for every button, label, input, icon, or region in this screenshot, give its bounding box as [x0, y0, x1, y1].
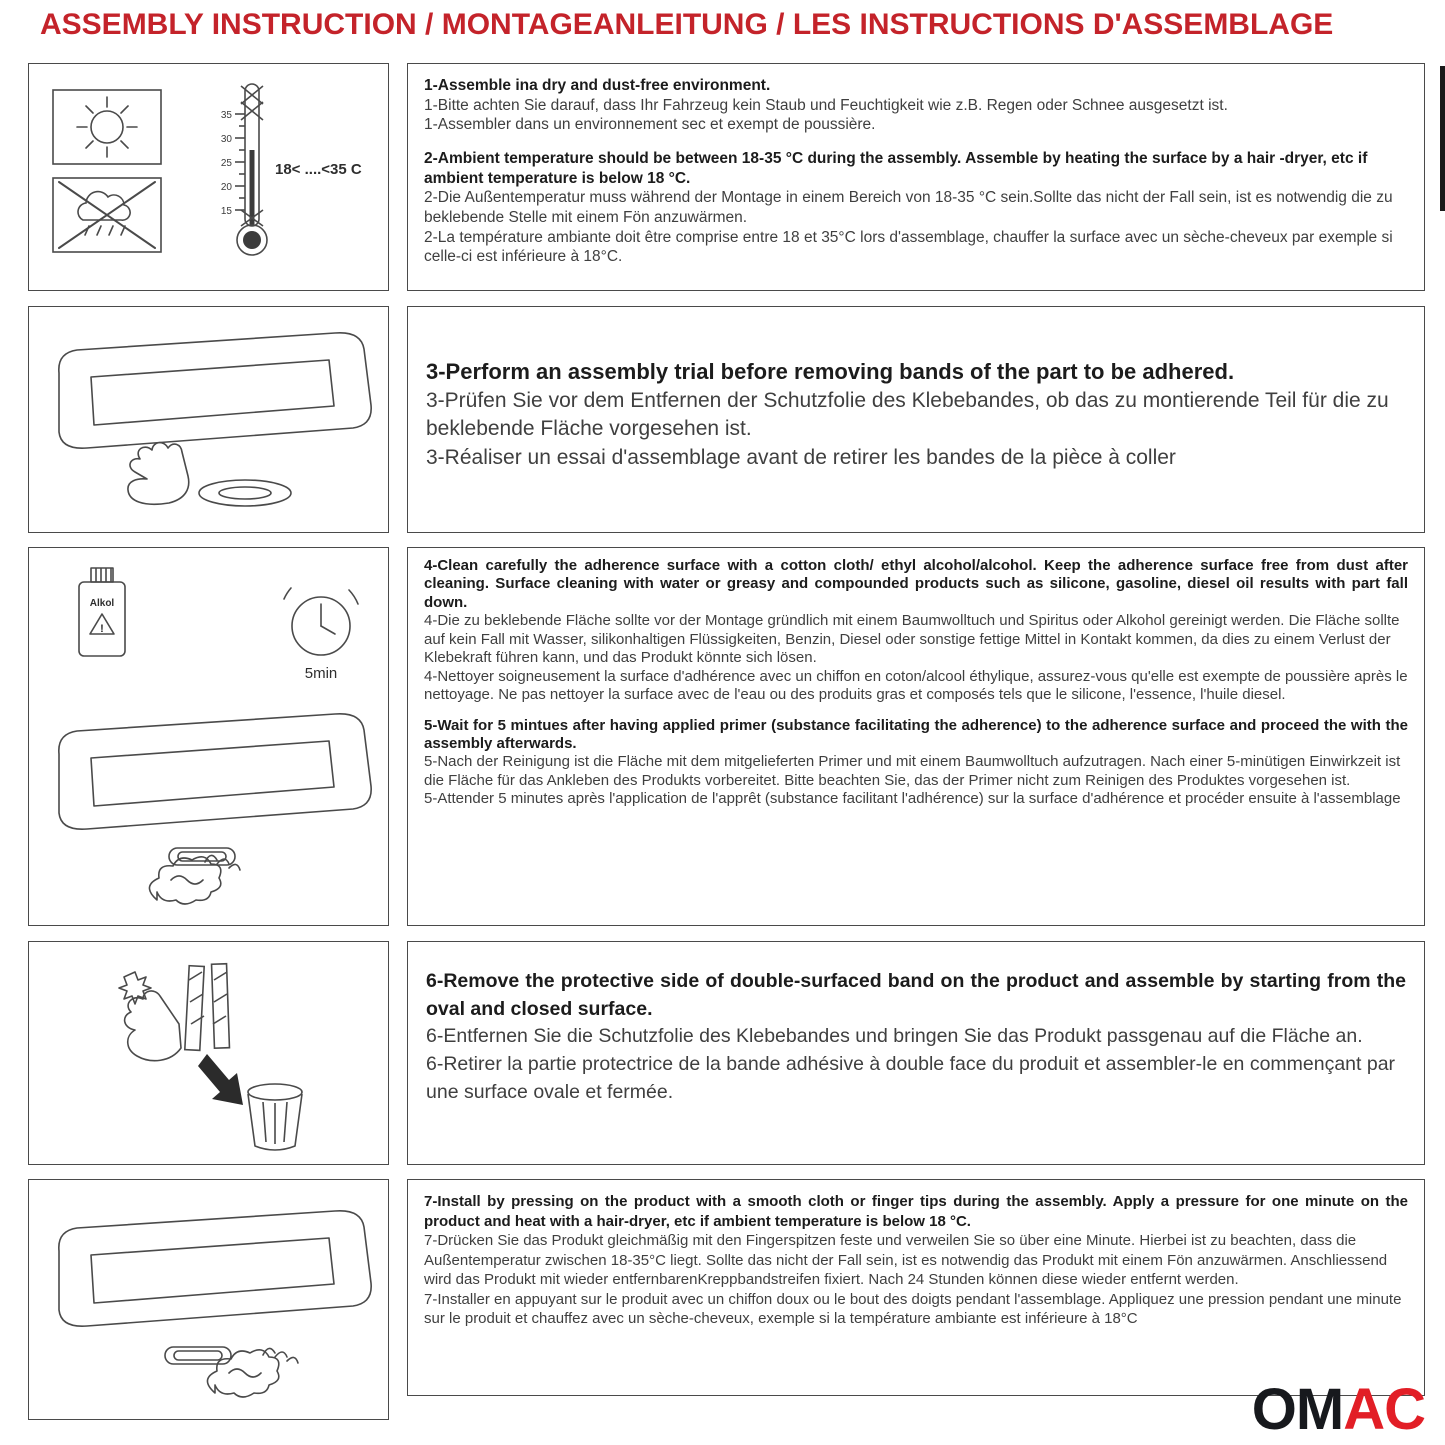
- step5-text-en: 5-Wait for 5 mintues after having applied primer (substance facilitating the adherence) to the adherence surface and proceed the with the assembly afterwards.: [424, 716, 1408, 752]
- wait-time-label: 5min: [304, 664, 337, 682]
- trash-bin-icon: [248, 1084, 302, 1150]
- figure-assembly-trial: [28, 306, 389, 533]
- logo-text-om: OM: [1251, 1377, 1344, 1442]
- warning-icon: [90, 614, 114, 635]
- step1-text-fr: 1-Assembler dans un environnement sec et exempt de poussière.: [424, 116, 876, 134]
- step2-text-de: 2-Die Außentemperatur muss während der Montage in einem Bereich von 18-35 °C sein.Sollte das nicht der Fall sein, ist es notwendig die zu beklebende Stelle mit einem Fön anzuwärmen.: [424, 189, 1393, 227]
- alcohol-bottle-icon: [79, 568, 125, 656]
- step5-text-fr: 5-Attender 5 minutes après l'application de l'apprêt (substance facilitant l'adhérence) sur la surface d'adhérence et procéder ensuite à l'assemblage: [424, 790, 1401, 808]
- scan-edge-artifact: [1440, 66, 1445, 211]
- figure-remove-band: [28, 941, 389, 1165]
- press-install-illustration: [39, 1187, 379, 1413]
- step3-text-de: 3-Prüfen Sie vor dem Entfernen der Schutzfolie des Klebebandes, ob das zu montierende Teil für die zu beklebende Fläche vorgesehen ist.: [426, 388, 1389, 441]
- environment-illustration: [39, 74, 379, 280]
- pressing-hand-icon: [207, 1348, 298, 1397]
- hand-icon: [127, 442, 290, 505]
- step6-text-fr: 6-Retirer la partie protectrice de la bande adhésive à double face du produit et assembler-le en commençant par une surface ovale et fermée.: [426, 1053, 1396, 1103]
- thermometer-icon: [220, 84, 266, 255]
- paragraph-gap: [424, 135, 1408, 149]
- instructions-step-3: [407, 306, 1425, 533]
- instructions-step-7: [407, 1179, 1425, 1396]
- thermometer-scale-20: 20: [220, 182, 232, 193]
- step5-text-de: 5-Nach der Reinigung ist die Fläche mit dem mitgelieferten Primer und mit einem Baumwolltuch aufzutragen. Nach einer 5-minütigen Einwirkzeit ist die Fläche für das Ankleben des Produkts vorbereitet. Bitte beachten Sie, das der Primer nicht zum Reinigen des Produktes vorgesehen ist.: [424, 753, 1401, 789]
- thermometer-scale-35: 35: [220, 110, 232, 121]
- sun-icon: [53, 90, 161, 164]
- thermometer-scale-30: 30: [220, 134, 232, 145]
- step6-text-de: 6-Entfernen Sie die Schutzfolie des Klebebandes und bringen Sie das Produkt passgenau auf die Fläche an.: [426, 1025, 1363, 1048]
- step7-text-fr: 7-Installer en appuyant sur le produit avec un chiffon doux ou le bout des doigts pendant l'assemblage. Appliquez une pression pendant une minute sur le produit et chauffez avec un sèche-cheveux, exemple si la température ambiante est inférieure à 18°C: [424, 1290, 1402, 1327]
- assembly-trial-illustration: [39, 315, 379, 525]
- trim-part-illustration: [58, 713, 370, 828]
- step2-text-en: 2-Ambient temperature should be between 18-35 °C during the assembly. Assemble by heating the surface by a hair -dryer, etc if ambient temperature is below 18 °C.: [424, 150, 1368, 187]
- figure-environment: [28, 63, 389, 291]
- arrow-down-icon: [198, 1054, 243, 1105]
- omac-logo: [1251, 1377, 1425, 1442]
- step2-text-fr: 2-La température ambiante doit être comprise entre 18 et 35°C lors d'assemblage, chauffer la surface avec un sèche-cheveux par exemple si celle-ci est inférieure à 18°C.: [424, 228, 1393, 266]
- trim-part-illustration: [58, 332, 370, 447]
- no-rain-icon: [53, 178, 161, 252]
- step7-text-en: 7-Install by pressing on the product with a smooth cloth or finger tips during the assembly. Apply a pressure for one minute on the product and heat with a hair-dryer, etc if ambient temperature is below 18 °C.: [424, 1193, 1408, 1230]
- page-title: ASSEMBLY INSTRUCTION / MONTAGEANLEITUNG / LES INSTRUCTIONS D'ASSEMBLAGE: [40, 8, 1334, 41]
- logo-text-ac: AC: [1343, 1377, 1425, 1442]
- cleaning-illustration: [39, 556, 379, 918]
- paragraph-gap: [424, 705, 1408, 717]
- step3-text-fr: 3-Réaliser un essai d'assemblage avant de retirer les bandes de la pièce à coller: [426, 446, 1176, 469]
- step6-text-en: 6-Remove the protective side of double-surfaced band on the product and assemble by starting from the oval and closed surface.: [426, 970, 1406, 1020]
- instructions-step-6: [407, 941, 1425, 1165]
- remove-band-illustration: [39, 950, 379, 1156]
- thermometer-scale-25: 25: [220, 158, 232, 169]
- step4-text-de: 4-Die zu beklebende Fläche sollte vor der Montage gründlich mit einem Baumwolltuch und Spiritus oder Alkohol gereinigt werden. Die Fläche sollte auf kein Fall mit Wasser, silikonhaltigen Flüssigkeiten, Benzin, Diesel oder sonstige fettige Mittel in Kontakt kommen, da dies zu einem Verlust der Klebekraft führen kann, und das Produkt könnte sich lösen.: [424, 612, 1400, 667]
- step7-text-de: 7-Drücken Sie das Produkt gleichmäßig mit den Fingerspitzen feste und verweilen Sie so über eine Minute. Hierbei ist zu beachten, dass die Außentemperatur zwischen 18-35°C liegt. Sollte das nicht der Fall sein, ist es notwendig das Produkt mit einem Fön anzuwärmen. Anschliessend wird das Produkt mit wieder entfernbarenKreppbandstreifen fixiert. Nach 24 Stunden können diese wieder entfernt werden.: [424, 1232, 1388, 1288]
- temperature-range-label: 18< ....<35 C: [274, 161, 362, 178]
- step3-text-en: 3-Perform an assembly trial before removing bands of the part to be adhered.: [426, 359, 1235, 384]
- instructions-step-4-5: [407, 547, 1425, 926]
- hand-icon: [119, 972, 181, 1061]
- step1-text-de: 1-Bitte achten Sie darauf, dass Ihr Fahrzeug kein Staub und Feuchtigkeit wie z.B. Regen oder Schnee ausgesetzt ist.: [424, 96, 1228, 114]
- step4-text-fr: 4-Nettoyer soigneusement la surface d'adhérence avec un chiffon en coton/alcool éthylique, assurez-vous qu'elle est exempte de poussière après le nettoyage. Ne pas nettoyer la surface avec de l'eau ou des produits gras et composés tels que le silicone, l'essence, l'huile diesel.: [424, 667, 1408, 704]
- trim-part-illustration: [58, 1210, 370, 1325]
- instructions-step-1-2: [407, 63, 1425, 291]
- alcohol-label: Alkol: [89, 597, 114, 609]
- figure-cleaning: [28, 547, 389, 926]
- figure-press-install: [28, 1179, 389, 1420]
- thermometer-scale-15: 15: [220, 206, 232, 217]
- warning-mark: !: [99, 622, 104, 635]
- cleaning-hand-icon: [149, 855, 240, 904]
- clock-icon: [284, 588, 358, 682]
- handle-slot-icon: [165, 1347, 231, 1364]
- step1-text-en: 1-Assemble ina dry and dust-free environment.: [424, 77, 771, 94]
- step4-text-en: 4-Clean carefully the adherence surface with a cotton cloth/ ethyl alcohol/alcohol. Keep the adherence surface free from dust after cleaning. Surface cleaning with water or greasy and compounded products such as silicone, gasoline, diesel oil results with part fall down.: [424, 557, 1408, 611]
- protective-strips-icon: [184, 964, 229, 1051]
